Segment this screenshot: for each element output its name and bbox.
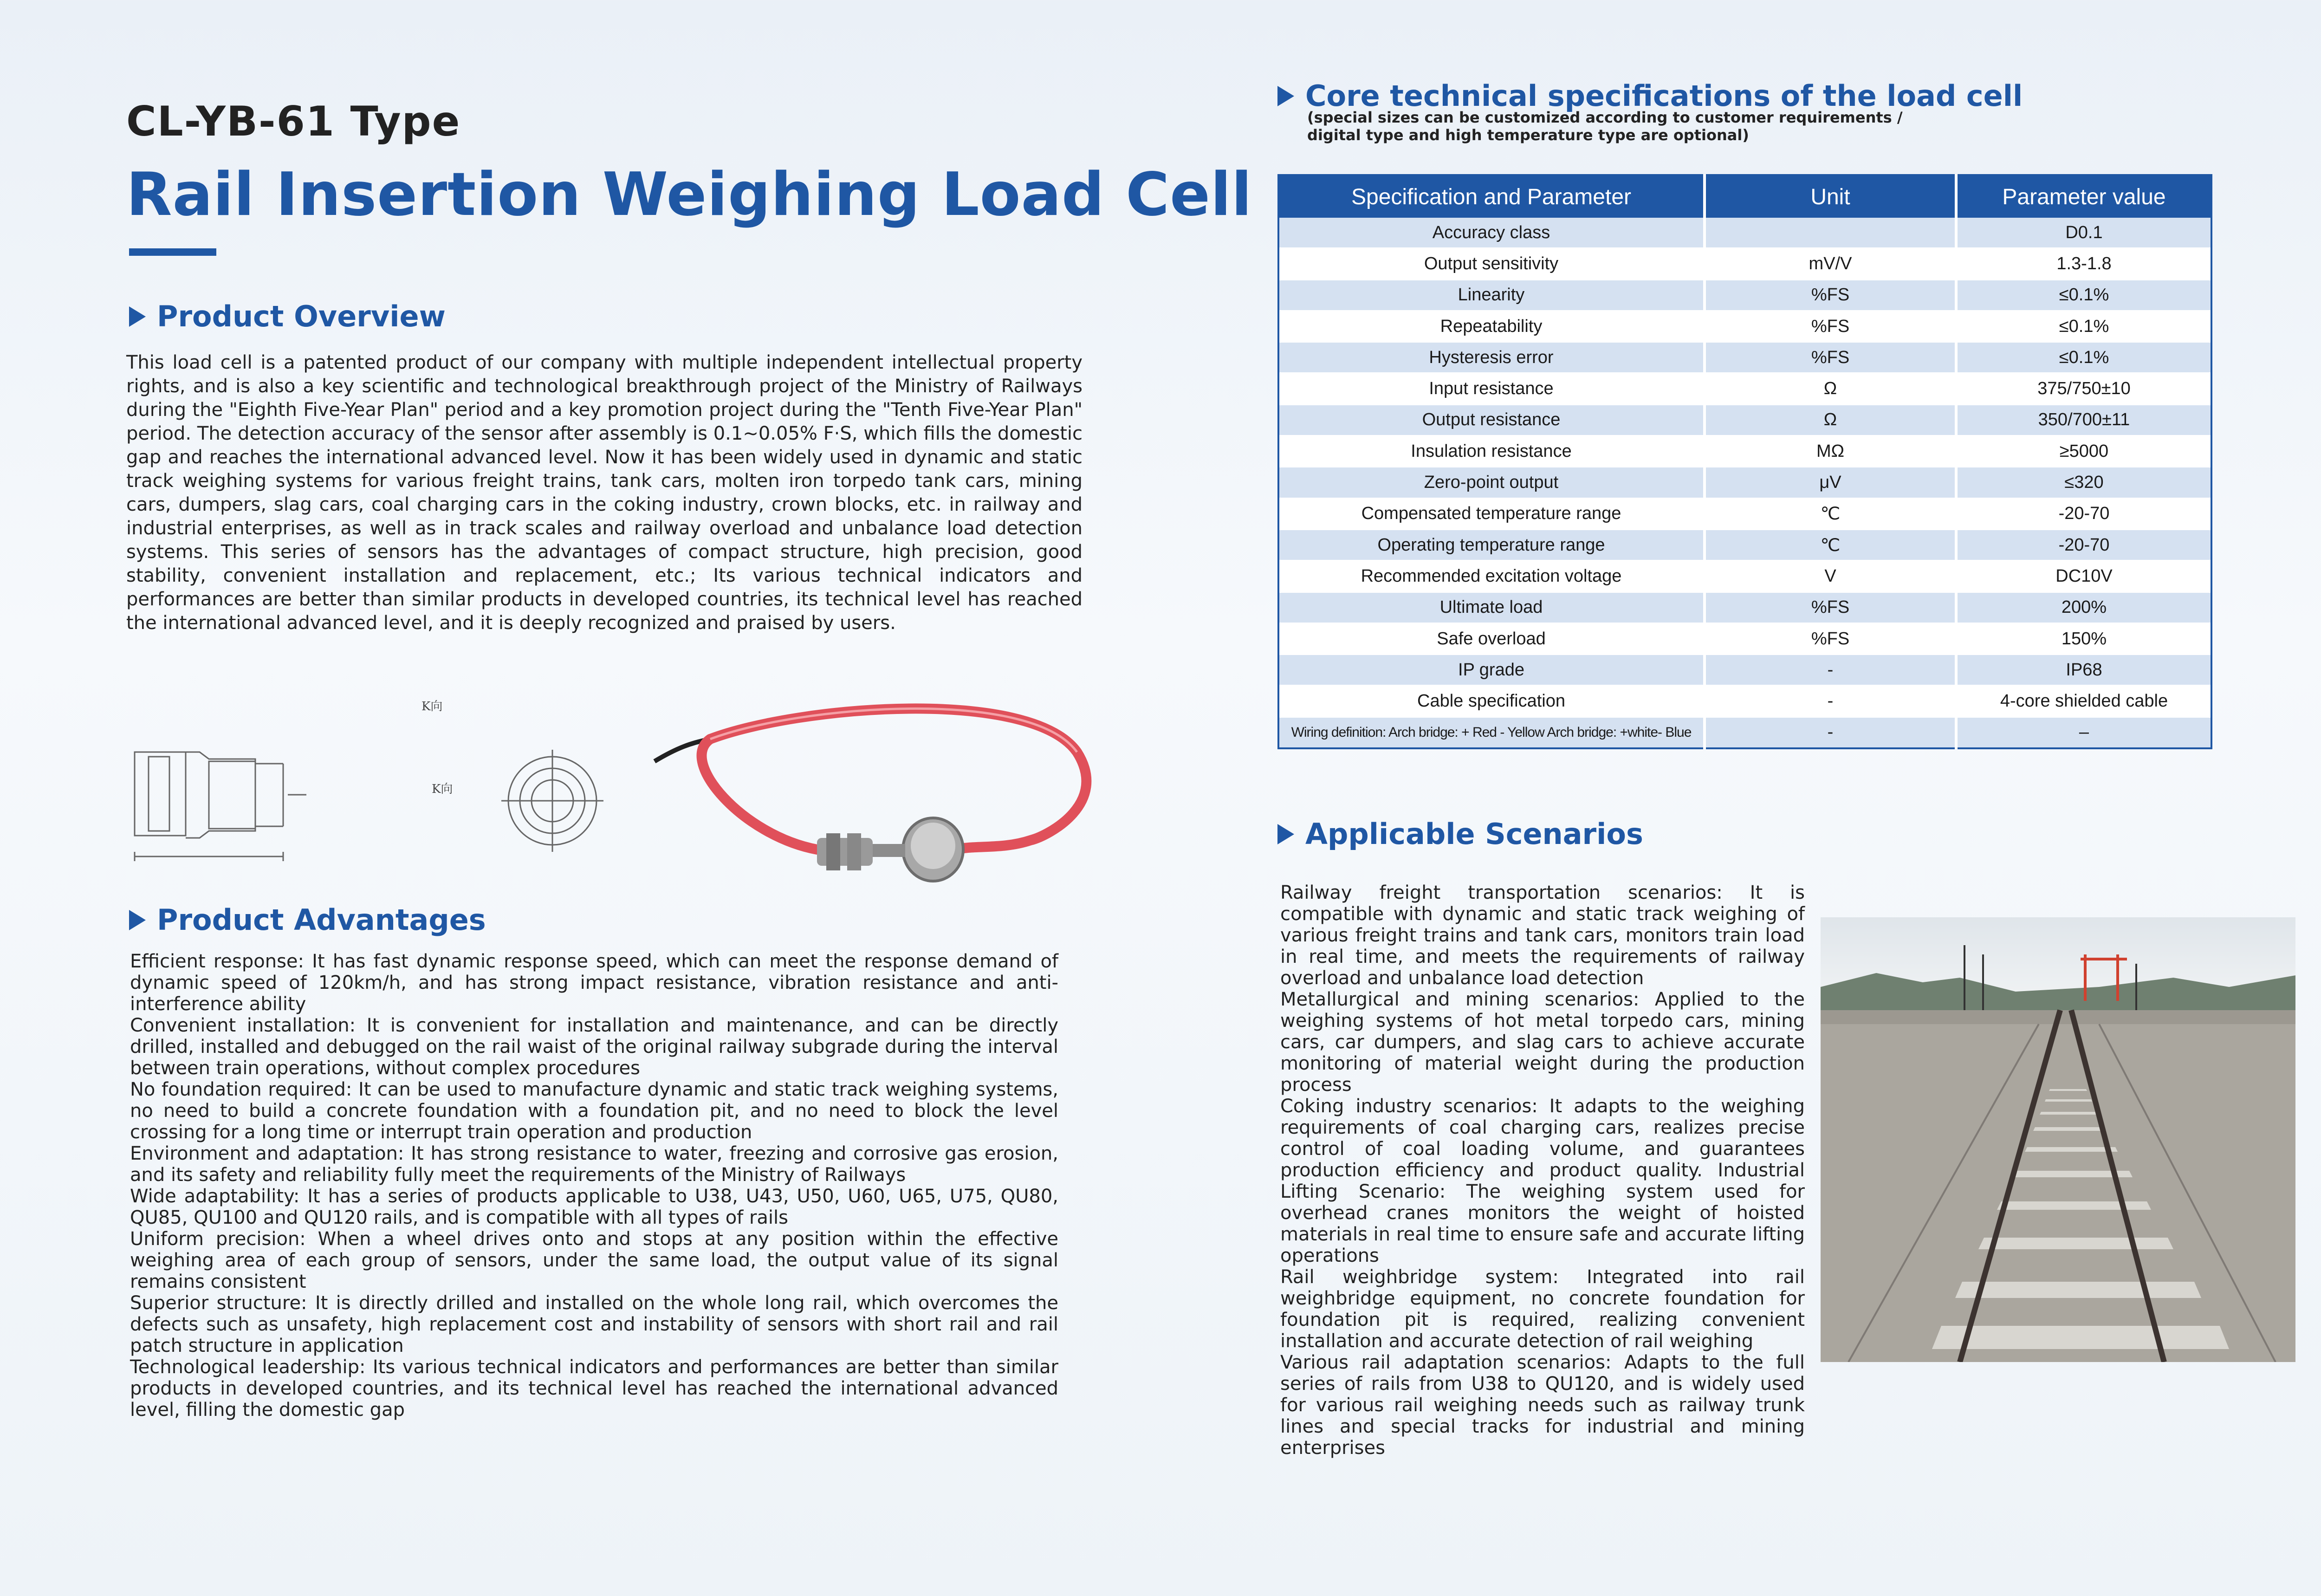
overview-text: This load cell is a patented product of our company with multiple independent intellectual property rights, and is also a key scientific and technological breakthrough project of the Ministry of Railways during the "Eighth Five-Year Plan" period and a key promotion project during the "Tenth Five-Year Plan" period. The detection accuracy of the sensor after assembly is 0.1~0.05% F·S, which fills the domestic gap and reaches the international advanced level. Now it has been widely used in dynamic and static track weighing systems for various freight trains, tank cars, molten iron torpedo tank cars, mining cars, dumpers, slag cars, coal charging cars in the coking industry, crown blocks, etc. in railway and industrial enterprises, as well as in track scales and railway overload and unbalance load detection systems. This series of sensors has the advantages of compact structure, high precision, good stability, convenient installation and replacement, etc.; Its various technical indicators and performances are better than similar products in developed countries, its technical level has reached the international advanced level, and it is deeply recognized and praised by users. xyxy=(126,352,1083,634)
scenarios-heading xyxy=(1277,817,1643,851)
model-label: CL-YB-61 Type xyxy=(126,97,461,145)
table-row xyxy=(1278,717,2211,748)
spec-name: Accuracy class xyxy=(1278,218,1705,248)
overview-heading-text: Product Overview xyxy=(157,299,446,333)
advantage-item: Superior structure: It is directly drilled and installed on the whole long rail, which overcomes the defects such as unsafety, high replacement cost and instability of sensors with short rail and rail patch structure in application xyxy=(130,1292,1058,1356)
spec-value: – xyxy=(1956,717,2211,748)
spec-name: Cable specification xyxy=(1278,686,1705,717)
spec-name: Hysteresis error xyxy=(1278,342,1705,373)
spec-value: -20-70 xyxy=(1956,498,2211,529)
spec-name: Wiring definition: Arch bridge: + Red - Yellow Arch bridge: +white- Blue xyxy=(1278,717,1705,748)
table-row xyxy=(1278,311,2211,342)
advantage-item: Uniform precision: When a wheel drives onto and stops at any position within the effective weighing area of each group of sensors, under the same load, the output value of its signal remains consistent xyxy=(130,1228,1058,1292)
page-title: Rail Insertion Weighing Load Cell xyxy=(126,160,1252,229)
table-row xyxy=(1278,498,2211,529)
railway-photo xyxy=(1821,917,2295,1362)
sensor-connector xyxy=(817,833,873,870)
scenarios-list xyxy=(1280,882,1805,1459)
table-row xyxy=(1278,248,2211,279)
table-row xyxy=(1278,655,2211,686)
spec-value: -20-70 xyxy=(1956,529,2211,560)
triangle-bullet-icon xyxy=(129,910,146,930)
title-underline xyxy=(129,248,216,256)
table-row xyxy=(1278,561,2211,592)
table-row xyxy=(1278,686,2211,717)
spec-unit: ℃ xyxy=(1705,498,1956,529)
column-header: Unit xyxy=(1705,175,1956,218)
table-row xyxy=(1278,623,2211,654)
spec-name: IP grade xyxy=(1278,655,1705,686)
advantage-item: Convenient installation: It is convenient for installation and maintenance, and can be directly drilled, installed and debugged on the rail waist of the original railway subgrade during the interval between train operations, without complex procedures xyxy=(130,1015,1058,1079)
spec-unit: μV xyxy=(1705,467,1956,498)
table-row xyxy=(1278,592,2211,623)
spec-name: Recommended excitation voltage xyxy=(1278,561,1705,592)
overview-heading xyxy=(129,299,446,333)
table-row xyxy=(1278,404,2211,435)
advantage-item: Efficient response: It has fast dynamic response speed, which can meet the response demand of dynamic speed of 120km/h, and has strong impact resistance, vibration resistance and anti-interference ability xyxy=(130,951,1058,1015)
spec-unit: ℃ xyxy=(1705,529,1956,560)
spec-name: Zero-point output xyxy=(1278,467,1705,498)
spec-name: Ultimate load xyxy=(1278,592,1705,623)
spec-value: D0.1 xyxy=(1956,218,2211,248)
ballast xyxy=(1821,1024,2295,1362)
spec-value: 375/750±10 xyxy=(1956,373,2211,404)
advantages-heading-text: Product Advantages xyxy=(157,903,486,937)
table-row xyxy=(1278,218,2211,248)
spec-unit: %FS xyxy=(1705,342,1956,373)
spec-name: Insulation resistance xyxy=(1278,436,1705,467)
triangle-bullet-icon xyxy=(1277,86,1294,106)
spec-value: ≤320 xyxy=(1956,467,2211,498)
spec-header-row xyxy=(1278,175,2211,218)
table-row xyxy=(1278,279,2211,311)
spec-name: Operating temperature range xyxy=(1278,529,1705,560)
specs-heading-text: Core technical specifications of the load cell xyxy=(1305,79,2023,113)
scenario-item: Various rail adaptation scenarios: Adapts to the full series of rails from U38 to QU120, and is widely used for various rail weighing needs such as railway trunk lines and special tracks for industrial and mining enterprises xyxy=(1280,1352,1805,1459)
column-header: Specification and Parameter xyxy=(1278,175,1705,218)
spec-unit: %FS xyxy=(1705,623,1956,654)
advantage-item: Environment and adaptation: It has strong resistance to water, freezing and corrosive gas erosion, and its safety and reliability fully meet the requirements of the Ministry of Railways xyxy=(130,1143,1058,1186)
advantages-heading xyxy=(129,903,486,937)
spec-name: Output resistance xyxy=(1278,404,1705,435)
scenarios-heading-text: Applicable Scenarios xyxy=(1305,817,1643,851)
scenario-item: Metallurgical and mining scenarios: Applied to the weighing systems of hot metal torpedo cars, mining cars, car dumpers, and slag cars to achieve accurate monitoring of material weight during the production process xyxy=(1280,989,1805,1096)
spec-table xyxy=(1277,174,2212,749)
spec-name: Input resistance xyxy=(1278,373,1705,404)
spec-value: ≤0.1% xyxy=(1956,342,2211,373)
spec-unit xyxy=(1705,218,1956,248)
scenario-item: Rail weighbridge system: Integrated into rail weighbridge equipment, no concrete foundation for foundation pit is required, realizing convenient installation and accurate detection of rail weighing xyxy=(1280,1266,1805,1352)
spec-unit: Ω xyxy=(1705,404,1956,435)
spec-name: Repeatability xyxy=(1278,311,1705,342)
specs-note: (special sizes can be customized according to customer requirements / digital type and high temperature type are optional) xyxy=(1307,109,1903,144)
scenario-item: Coking industry scenarios: It adapts to the weighing requirements of coal charging cars, realizes precise control of coal loading volume, and guarantees production efficiency and product quality. Industrial Lifting Scenario: The weighing system used for overhead cranes monitors the weight of hoisted materials in real time to ensure safe and accurate lifting operations xyxy=(1280,1096,1805,1266)
scenario-item: Railway freight transportation scenarios: It is compatible with dynamic and static track weighing of various freight trains and tank cars, monitors train load in real time, and meets the requirements of railway overload and unbalance load detection xyxy=(1280,882,1805,989)
triangle-bullet-icon xyxy=(129,306,146,327)
spec-value: 4-core shielded cable xyxy=(1956,686,2211,717)
spec-unit: %FS xyxy=(1705,592,1956,623)
table-row xyxy=(1278,342,2211,373)
spec-unit: MΩ xyxy=(1705,436,1956,467)
spec-name: Safe overload xyxy=(1278,623,1705,654)
spec-unit: - xyxy=(1705,717,1956,748)
spec-unit: %FS xyxy=(1705,311,1956,342)
spec-value: ≤0.1% xyxy=(1956,311,2211,342)
advantages-list xyxy=(130,951,1058,1421)
spec-name: Output sensitivity xyxy=(1278,248,1705,279)
k-label-side: K向 xyxy=(432,782,453,796)
spec-value: DC10V xyxy=(1956,561,2211,592)
spec-unit: Ω xyxy=(1705,373,1956,404)
table-row xyxy=(1278,529,2211,560)
table-row xyxy=(1278,467,2211,498)
spec-value: 150% xyxy=(1956,623,2211,654)
spec-name: Linearity xyxy=(1278,279,1705,311)
spec-value: 350/700±11 xyxy=(1956,404,2211,435)
advantage-item: Wide adaptability: It has a series of products applicable to U38, U43, U50, U60, U65, U75, QU80, QU85, QU100 and QU120 rails, and is compatible with all types of rails xyxy=(130,1186,1058,1228)
sensor-head xyxy=(873,818,963,881)
advantage-item: No foundation required: It can be used to manufacture dynamic and static track weighing systems, no need to build a concrete foundation with a foundation pit, and no need to block the level crossing for a long time or interrupt train operation and production xyxy=(130,1079,1058,1143)
specs-heading xyxy=(1277,79,2023,113)
spec-unit: - xyxy=(1705,655,1956,686)
spec-unit: mV/V xyxy=(1705,248,1956,279)
spec-value: ≥5000 xyxy=(1956,436,2211,467)
load-cell-photo xyxy=(650,696,1100,891)
spec-value: 1.3-1.8 xyxy=(1956,248,2211,279)
spec-unit: %FS xyxy=(1705,279,1956,311)
triangle-bullet-icon xyxy=(1277,824,1294,844)
table-row xyxy=(1278,373,2211,404)
spec-value: IP68 xyxy=(1956,655,2211,686)
drawing-section-view xyxy=(492,743,613,854)
table-row xyxy=(1278,436,2211,467)
spec-name: Compensated temperature range xyxy=(1278,498,1705,529)
spec-value: ≤0.1% xyxy=(1956,279,2211,311)
column-header: Parameter value xyxy=(1956,175,2211,218)
advantage-item: Technological leadership: Its various technical indicators and performances are better than similar products in developed countries, and its technical level has reached the international advanced level, filling the domestic gap xyxy=(130,1356,1058,1421)
spec-unit: V xyxy=(1705,561,1956,592)
spec-unit: - xyxy=(1705,686,1956,717)
spec-value: 200% xyxy=(1956,592,2211,623)
k-label-top: K向 xyxy=(421,700,443,714)
drawing-flange xyxy=(135,752,186,836)
